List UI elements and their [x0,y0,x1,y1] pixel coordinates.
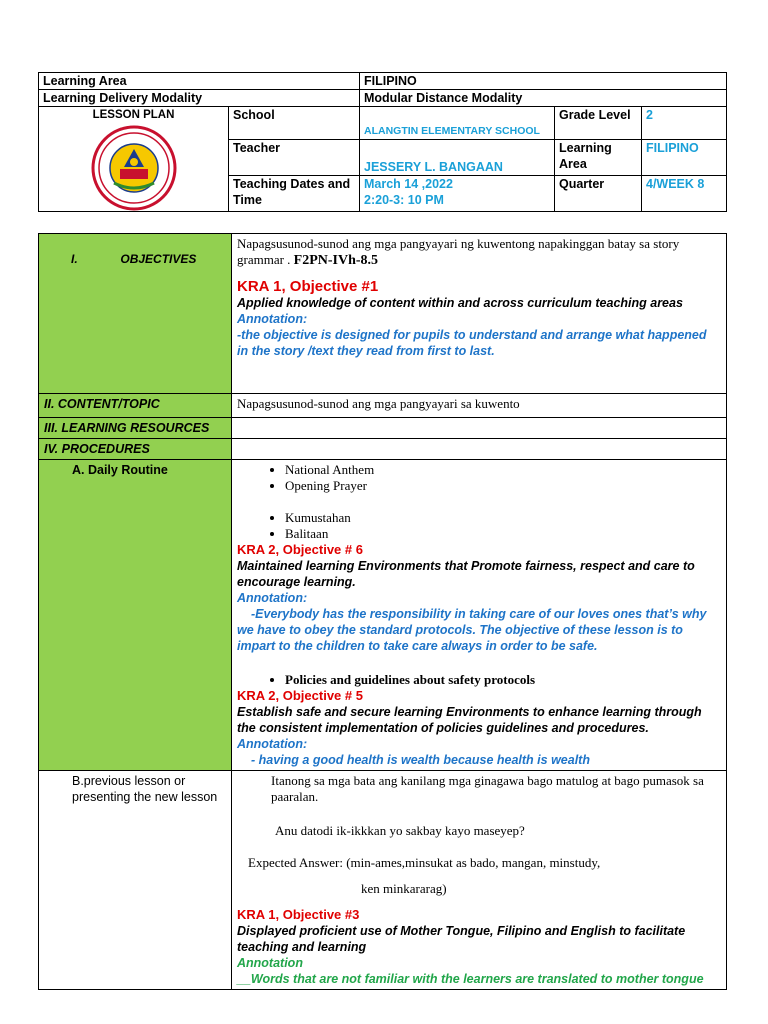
procedures-label: IV. PROCEDURES [39,439,232,460]
previous-kra: KRA 1, Objective #3 [237,907,360,922]
school-value: ALANGTIN ELEMENTARY SCHOOL [364,125,540,138]
school-label: School [229,107,360,140]
learning-area-label: Learning Area [39,73,360,90]
resources-label: III. LEARNING RESOURCES [39,418,232,439]
previous-line1: Itanong sa mga bata ang kanilang mga ginagawa bago matulog at bago pumasok sa paaralan. [271,773,704,804]
previous-line2: Anu datodi ik-ikkkan yo sakbay kayo maseyep? [275,823,525,838]
resources-cell [232,418,727,439]
list-item: • Opening Prayer [285,478,721,494]
previous-anno-label: Annotation [237,956,303,970]
teacher-label: Teacher [229,140,360,175]
routine-label-cell [39,460,232,771]
routine-kra1: KRA 2, Objective # 6 [237,542,363,557]
grade-label: Grade Level [555,107,642,140]
list-item: • Kumustahan [285,510,721,526]
previous-label: B.previous lesson or presenting the new lesson [72,774,218,804]
previous-kra-desc: Displayed proficient use of Mother Tongue, Filipino and English to facilitate teaching and learning [237,924,686,954]
area-label: Learning Area [555,140,642,175]
objectives-anno-label: Annotation: [237,312,308,326]
previous-line3: Expected Answer: (min-ames,minsukat as bado, mangan, minstudy, [248,855,601,870]
lesson-plan-cell [39,107,229,212]
lesson-plan-title: LESSON PLAN [92,109,175,121]
modality-label: Learning Delivery Modality [39,90,360,107]
routine-cell [232,460,727,771]
list-item: • Balitaan [285,526,721,542]
objectives-anno-text: -the objective is designed for pupils to understand and arrange what happened in the story /text they read from first to last. [237,328,707,358]
previous-label-cell [39,771,232,990]
routine-list-c [237,672,721,688]
objectives-code: F2PN-IVh-8.5 [293,253,379,268]
quarter-label: Quarter [555,175,642,211]
routine-kra1-desc: Maintained learning Environments that Promote fairness, respect and care to encourage learning. [237,559,695,589]
list-item: • Policies and guidelines about safety protocols [285,672,721,688]
objectives-text: Napagsusunod-sunod ang mga pangyayari ng kuwentong napakinggan batay sa story grammar . [237,236,680,267]
quarter-value: 4/WEEK 8 [642,175,727,211]
routine-anno2-text: - having a good health is wealth because health is wealth [251,753,590,767]
grade-value: 2 [642,107,727,140]
modality-value: Modular Distance Modality [360,90,727,107]
procedures-cell [232,439,727,460]
routine-label: A. Daily Routine [72,463,168,477]
learning-area-value: FILIPINO [360,73,727,90]
routine-kra2-desc: Establish safe and secure learning Environments to enhance learning through the consistent implementation of policies guidelines and procedures. [237,705,702,735]
dates-value: March 14 ,2022 [364,176,453,191]
previous-anno-text: __Words that are not familiar with the learners are translated to mother tongue [237,972,704,986]
routine-list-b [237,510,721,542]
routine-kra2: KRA 2, Objective # 5 [237,688,363,703]
previous-cell [232,771,727,990]
teacher-value: JESSERY L. BANGAAN [364,159,503,174]
time-value: 2:20-3: 10 PM [364,192,444,207]
routine-anno2-label: Annotation: [237,737,308,751]
routine-list-a [237,462,721,494]
list-item: • National Anthem [285,462,721,478]
routine-anno1-label: Annotation: [237,591,308,605]
content-label: II. CONTENT/TOPIC [39,394,232,418]
routine-anno1-text: -Everybody has the responsibility in taking care of our loves ones that’s why we have to obey the standard protocols. The objective of these lesson is to impart to the children to take care always in order to be safe. [237,607,707,653]
objectives-kra-desc: Applied knowledge of content within and across curriculum teaching areas [237,296,683,310]
lesson-table [38,233,727,990]
objectives-kra: KRA 1, Objective #1 [237,278,379,295]
objectives-cell [232,234,727,394]
previous-line4: ken minkararag) [361,881,447,896]
objectives-label: OBJECTIVES [120,252,197,266]
school-seal-icon [78,125,190,211]
content-text: Napagsusunod-sunod ang mga pangyayari sa kuwento [232,394,727,418]
objectives-label-cell [39,234,232,394]
dates-label: Teaching Dates and Time [229,175,360,211]
header-table [38,72,727,212]
area-value: FILIPINO [642,140,727,175]
objectives-num: I. [71,252,78,266]
